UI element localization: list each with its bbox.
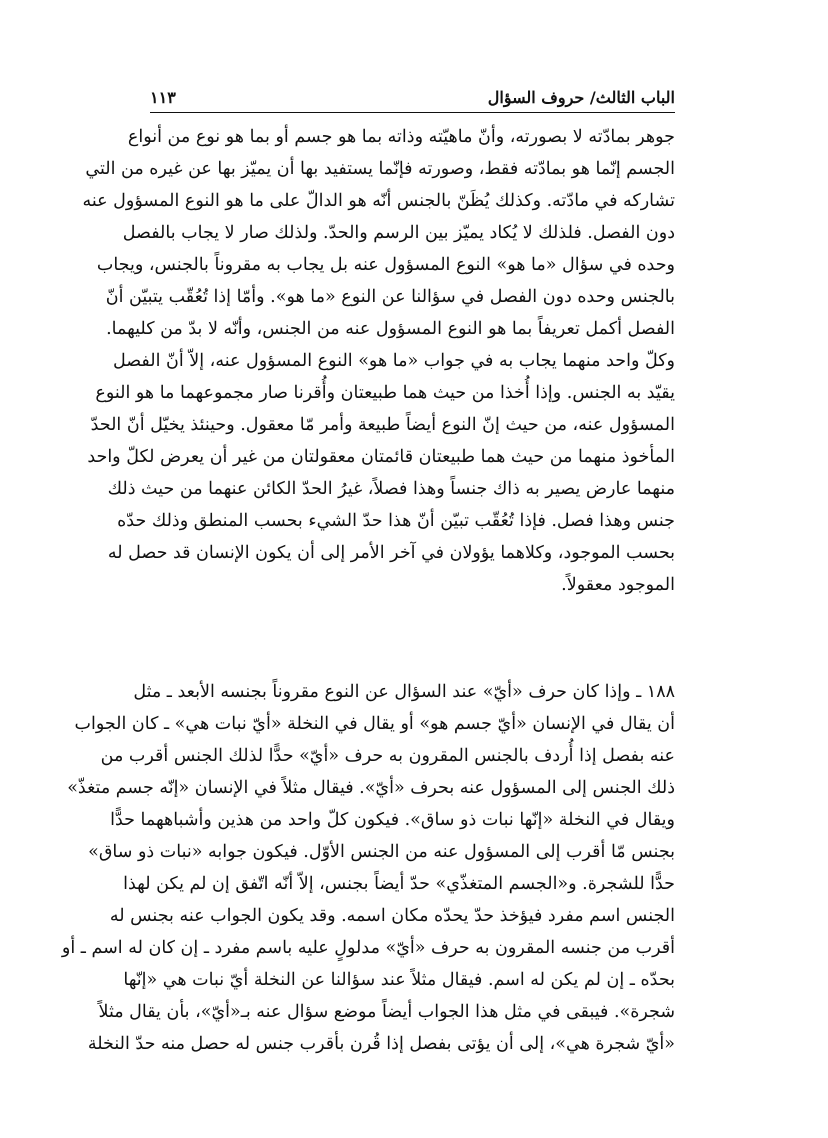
text-line: وحده في سؤال «ما هو» النوع المسؤول عنه بل يجاب به مقروناً بالجنس، ويجاب <box>96 255 675 275</box>
paragraph-2 <box>61 676 675 1060</box>
text-line: بالجنس وحده دون الفصل في سؤالنا عن النوع «ما هو». وأمّا إذا تُعُقّب يتبيّن أنّ <box>105 287 675 307</box>
header-rule <box>150 112 675 113</box>
text-line: ١٨٨ ـ وإذا كان حرف «أيّ» عند السؤال عن النوع مقروناً بجنسه الأبعد ـ مثل <box>133 682 675 702</box>
text-line: الجسم إنّما هو بمادّته فقط، وصورته فإنّما يستفيد بها أن يميّز بها عن غيره من التي <box>85 159 675 179</box>
text-line: منهما عارض يصير به ذاك جنساً وهذا فصلاً، غيرُ الحدّ الكائن عنهما من حيث ذلك <box>107 479 675 499</box>
text-line: عنه بفصل إذا أُردف بالجنس المقرون به حرف «أيّ» حدًّا لذلك الجنس أقرب من <box>100 746 675 766</box>
chapter-title: الباب الثالث/ حروف السؤال <box>487 88 675 107</box>
text-line: تشاركه في مادّته. وكذلك يُظَنّ بالجنس أنّه هو الدالّ على ما هو النوع المسؤول عنه <box>82 191 675 211</box>
text-line: ذلك الجنس إلى المسؤول عنه بحرف «أيّ». فيقال مثلاً في الإنسان «إنّه جسم متغذّ» <box>67 778 675 798</box>
text-line: بحدّه ـ إن لم يكن له اسم. فيقال مثلاً عند سؤالنا عن النخلة أيّ نبات هي «إنّها <box>123 970 675 990</box>
running-header <box>150 82 675 112</box>
text-line: المسؤول عنه، من حيث إنّ النوع أيضاً طبيعة وأمر مّا معقول. وحينئذ يخيّل أنّ الحدّ <box>90 415 675 435</box>
text-line: بحسب الموجود، وكلاهما يؤولان في آخر الأمر إلى أن يكون الإنسان قد حصل له <box>107 543 675 563</box>
text-line: جنس وهذا فصل. فإذا تُعُقّب تبيّن أنّ هذا حدّ الشيء بحسب المنطق وذلك حدّه <box>117 511 675 531</box>
text-line: ويقال في النخلة «إنّها نبات ذو ساق». فيكون كلّ واحد من هذين وأشباههما حدًّا <box>110 810 675 830</box>
text-line: الموجود معقولاً. <box>561 575 675 595</box>
text-line: بجنس مّا أقرب إلى المسؤول عنه من الجنس الأوّل. فيكون جوابه «نبات ذو ساق» <box>88 842 675 862</box>
paragraph-1 <box>82 121 675 601</box>
text-line: جوهر بمادّته لا بصورته، وأنّ ماهيّته وذاته بما هو جسم أو بما هو نوع من أنواع <box>127 127 675 147</box>
page-number: ١١٣ <box>150 88 176 107</box>
text-line: الجنس اسم مفرد فيؤخذ حدّ يحدّه مكان اسمه. وقد يكون الجواب عنه بجنس له <box>109 906 675 926</box>
text-line: حدًّا للشجرة. و«الجسم المتغذّي» حدّ أيضاً بجنس، إلاّ أنّه اتّفق إن لم يكن لهذا <box>123 874 675 894</box>
text-line: أقرب من جنسه المقرون به حرف «أيّ» مدلولٍ عليه باسم مفرد ـ إن كان له اسم ـ أو <box>61 938 675 958</box>
text-line: دون الفصل. فلذلك لا يُكاد يميّز بين الرسم والحدّ. ولذلك صار لا يجاب بالفصل <box>122 223 675 243</box>
text-line: وكلّ واحد منهما يجاب به في جواب «ما هو» النوع المسؤول عنه، إلاّ أنّ الفصل <box>112 351 675 371</box>
text-line: يقيّد به الجنس. وإذا أُخذا من حيث هما طبيعتان وأُقرنا صار مجموعهما ما هو النوع <box>95 383 675 403</box>
text-line: «أيّ شجرة هي»، إلى أن يؤتى بفصل إذا قُرن بأقرب جنس له حصل منه حدّ النخلة <box>87 1034 675 1054</box>
text-line: شجرة». فيبقى في مثل هذا الجواب أيضاً موضع سؤال عنه بـ«أيّ»، بأن يقال مثلاً <box>98 1002 675 1022</box>
text-line: المأخوذ منهما من حيث هما طبيعتان قائمتان معقولتان من غير أن يعرض لكلّ واحد <box>87 447 675 467</box>
text-line: الفصل أكمل تعريفاً بما هو النوع المسؤول عنه من الجنس، وأنّه لا بدّ من كليهما. <box>106 319 675 339</box>
text-line: أن يقال في الإنسان «أيّ جسم هو» أو يقال في النخلة «أيّ نبات هي» ـ كان الجواب <box>74 714 675 734</box>
